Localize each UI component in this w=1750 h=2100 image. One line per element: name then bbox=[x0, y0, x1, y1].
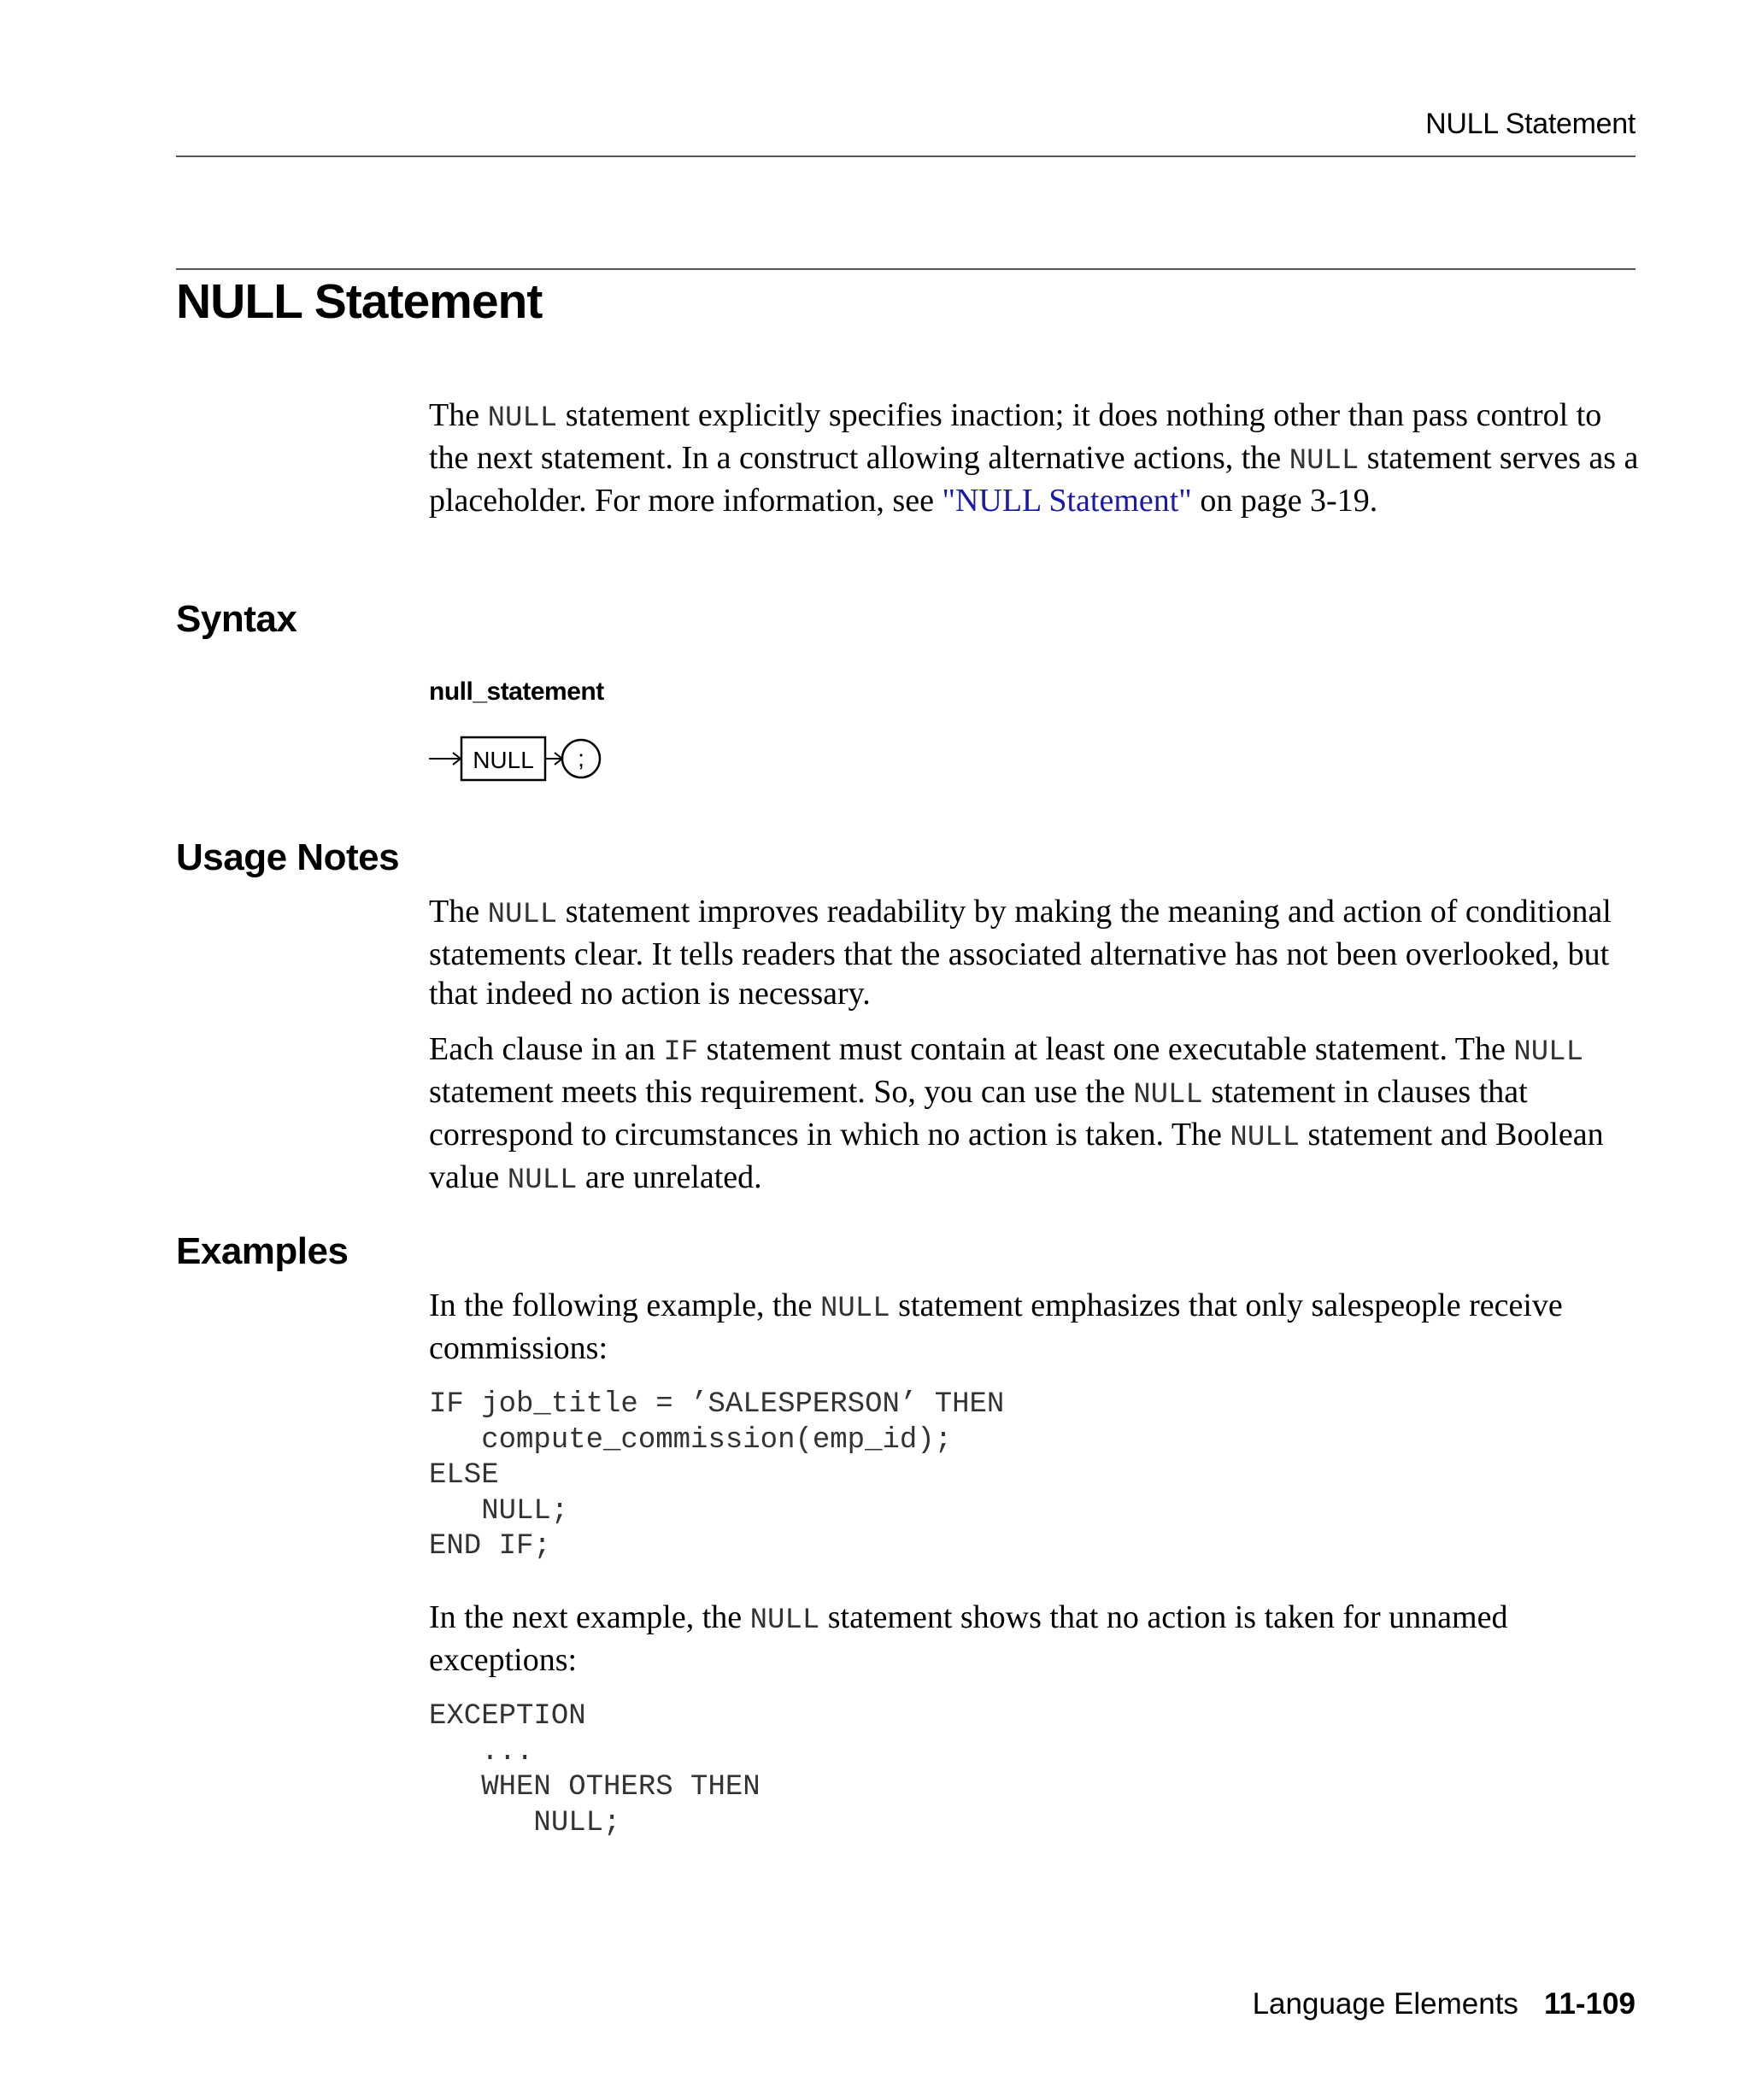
usage-text: statement and Boolean value bbox=[429, 1117, 1604, 1195]
inline-code: NULL bbox=[1133, 1079, 1203, 1112]
inline-code: NULL bbox=[749, 1604, 820, 1637]
example-text: statement emphasizes that only salespeople receive commissions: bbox=[429, 1288, 1563, 1366]
footer-page-number: 11-109 bbox=[1543, 1987, 1635, 2021]
usage-text: statement improves readability by making the meaning and action of conditional statements clear. It tells readers that the associated alternative has not been overlooked, but that indeed no action is necessary. bbox=[429, 894, 1612, 1012]
usage-text: are unrelated. bbox=[577, 1159, 762, 1195]
inline-code: NULL bbox=[507, 1164, 578, 1197]
example-paragraph-2 bbox=[429, 1598, 1642, 1680]
footer-section: Language Elements bbox=[1252, 1987, 1518, 2021]
example-text: statement shows that no action is taken for unnamed exceptions: bbox=[429, 1599, 1508, 1678]
syntax-diagram bbox=[427, 733, 615, 784]
usage-text: The bbox=[429, 894, 488, 930]
intro-text: statement serves as a placeholder. For more information, see bbox=[429, 440, 1639, 519]
syntax-diagram-label: null_statement bbox=[429, 678, 604, 706]
title-rule bbox=[176, 268, 1635, 270]
inline-code: NULL bbox=[487, 402, 558, 435]
page-title: NULL Statement bbox=[176, 274, 543, 329]
inline-code: NULL bbox=[820, 1293, 890, 1325]
inline-code: NULL bbox=[1230, 1122, 1301, 1154]
entry-arrow bbox=[429, 753, 461, 765]
inline-code: NULL bbox=[487, 899, 558, 931]
intro-paragraph bbox=[429, 396, 1642, 520]
example-text: In the following example, the bbox=[429, 1288, 820, 1323]
inline-code: NULL bbox=[1289, 445, 1359, 478]
keyword-text: NULL bbox=[473, 747, 534, 773]
cross-reference-link[interactable]: "NULL Statement" bbox=[942, 483, 1192, 519]
terminator-text: ; bbox=[578, 745, 584, 771]
inline-code: NULL bbox=[1513, 1036, 1583, 1069]
intro-text: on page 3-19. bbox=[1191, 483, 1378, 519]
code-example-2: EXCEPTION ... WHEN OTHERS THEN NULL; bbox=[429, 1700, 760, 1839]
intro-text: statement explicitly specifies inaction; it does nothing other than pass control to the next statement. In a construct allowing alternative actions, the bbox=[429, 397, 1602, 476]
code-example-1: IF job_title = ’SALESPERSON’ THEN compute_commission(emp_id); ELSE NULL; END IF; bbox=[429, 1388, 1005, 1563]
usage-paragraph-2 bbox=[429, 1029, 1642, 1200]
usage-text: statement meets this requirement. So, you can use the bbox=[429, 1074, 1134, 1110]
usage-text: statement in clauses that correspond to circumstances in which no action is taken. The bbox=[429, 1074, 1528, 1153]
section-heading-syntax: Syntax bbox=[176, 598, 297, 640]
header-rule bbox=[176, 155, 1635, 157]
usage-text: statement must contain at least one executable statement. The bbox=[698, 1031, 1514, 1067]
usage-text: Each clause in an bbox=[429, 1031, 664, 1067]
inline-code: IF bbox=[663, 1036, 699, 1069]
running-header: NULL Statement bbox=[1425, 108, 1635, 140]
page-footer bbox=[1253, 1987, 1635, 2021]
example-paragraph-1 bbox=[429, 1286, 1642, 1368]
section-heading-usage-notes: Usage Notes bbox=[176, 836, 400, 878]
section-heading-examples: Examples bbox=[176, 1230, 349, 1272]
intro-text: The bbox=[429, 397, 488, 433]
example-text: In the next example, the bbox=[429, 1599, 750, 1635]
usage-paragraph-1 bbox=[429, 892, 1642, 1013]
connector-arrow bbox=[545, 753, 562, 765]
